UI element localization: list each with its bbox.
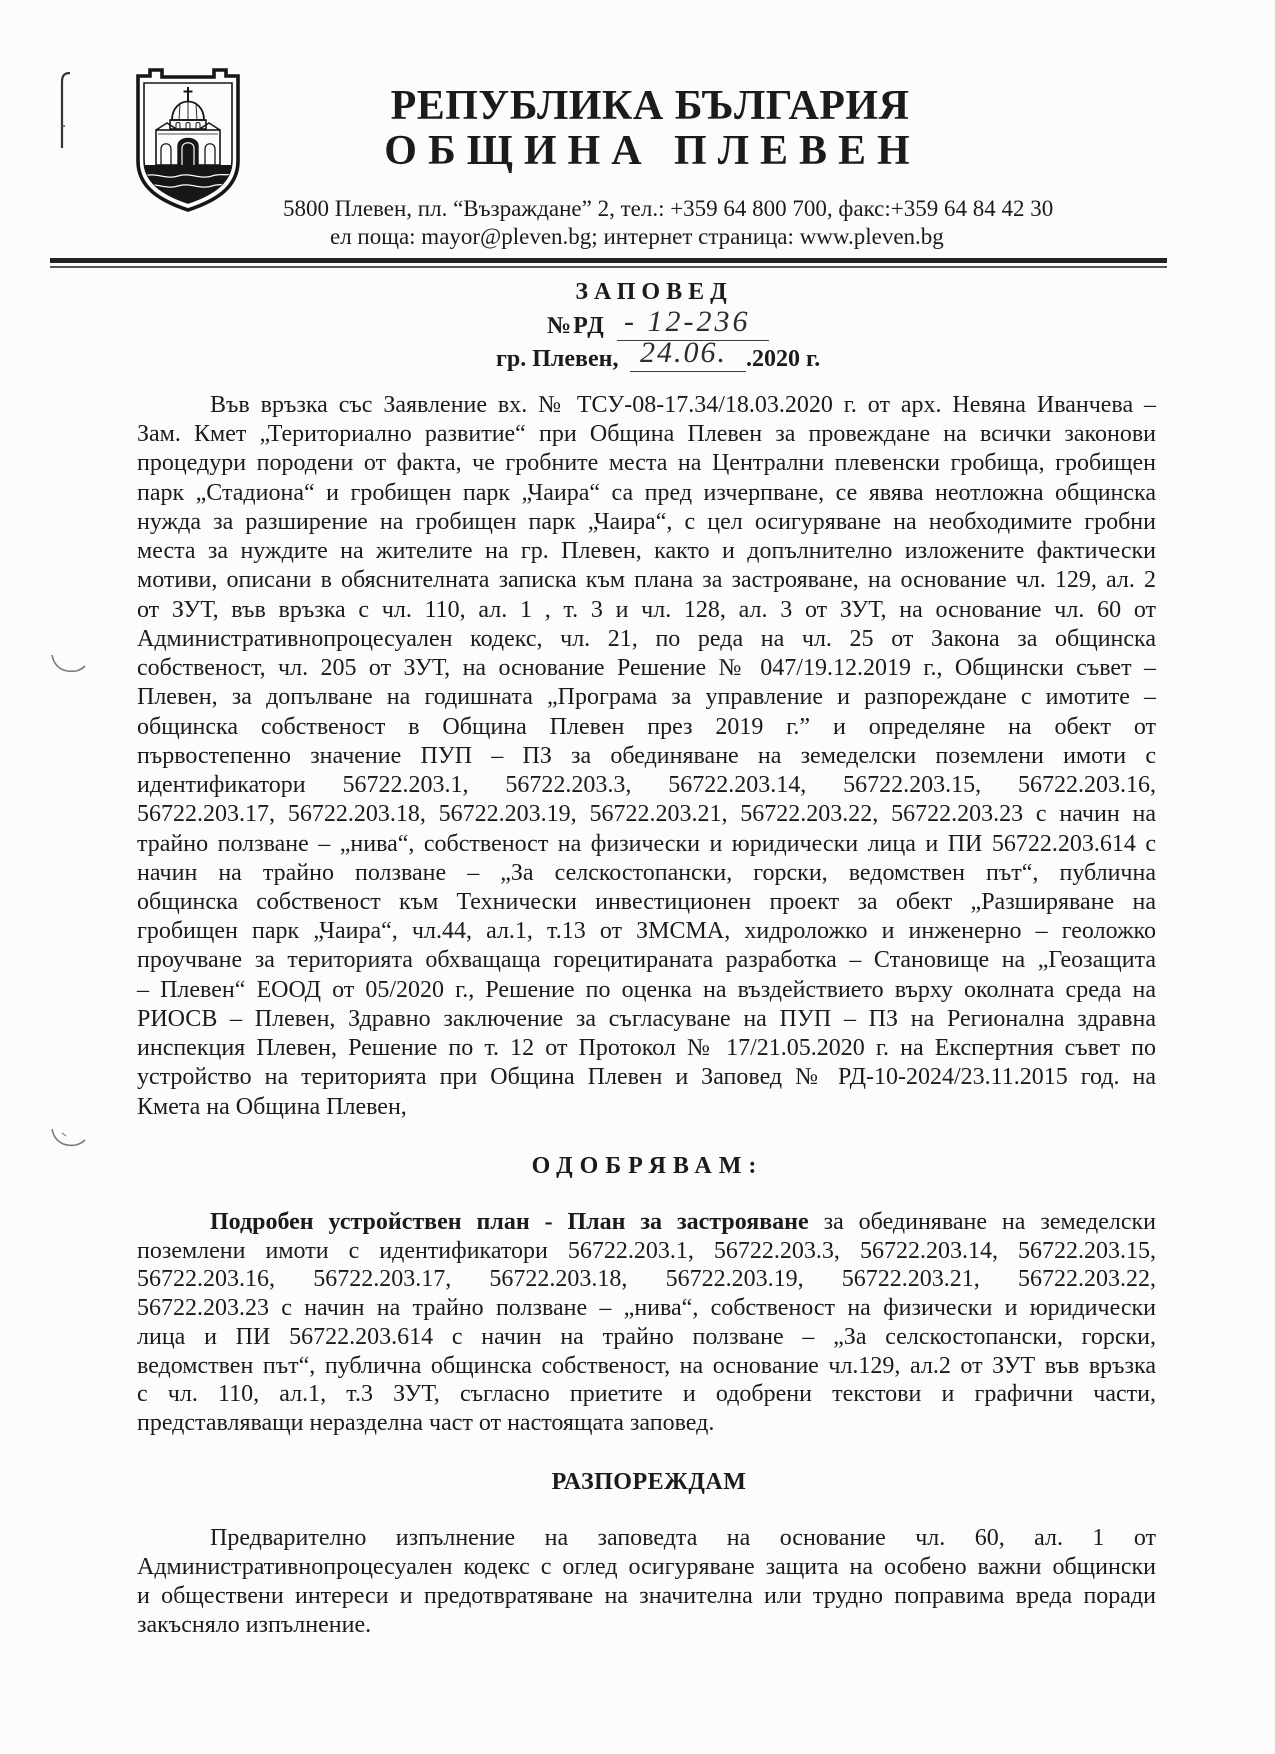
coat-of-arms-icon bbox=[132, 68, 244, 212]
approval-line: 56722.203.23 с начин на трайно ползване – „нива“, собственост на физически и юридически bbox=[137, 1295, 1156, 1322]
approval-line: поземлени имоти с идентификатори 56722.203.1, 56722.203.3, 56722.203.14, 56722.203.15, bbox=[137, 1237, 1156, 1264]
place-label: гр. Плевен, bbox=[496, 346, 619, 372]
approval-line bbox=[137, 1208, 1156, 1237]
preamble-line: Зам. Кмет „Териториално развитие“ при Община Плевен за провеждане на всички законови bbox=[137, 421, 1156, 448]
preamble-line: 56722.203.17, 56722.203.18, 56722.203.19, 56722.203.21, 56722.203.22, 56722.203.23 с начин на bbox=[137, 801, 1156, 828]
approval-line: лица и ПИ 56722.203.614 с начин на трайно ползване – „За селскостопански, горски, bbox=[137, 1323, 1156, 1350]
contact-line: ел поща: mayor@pleven.bg; интернет страница: www.pleven.bg bbox=[330, 224, 944, 249]
preamble-line: общинска собственост в Община Плевен през 2019 г.” и определяне на обект от bbox=[137, 713, 1156, 740]
preamble-line: проучване за територията обхващаща горецитираната разработка – Становище на „Геозащита bbox=[137, 947, 1156, 974]
order-title: ЗАПОВЕД bbox=[575, 279, 733, 305]
preamble-line: места за нуждите на жителите на гр. Плевен, както и допълнително изложените фактически bbox=[137, 538, 1156, 565]
approval-plan-title: Подробен устройствен план - План за застрояване bbox=[210, 1209, 809, 1235]
preamble-line: собственост, чл. 205 от ЗУТ, на основание Решение № 047/19.12.2019 г., Общински съвет – bbox=[137, 655, 1156, 682]
preamble-line: РИОСВ – Плевен, Здравно заключение за съгласуване на ПУП – ПЗ на Регионална здравна bbox=[137, 1005, 1156, 1032]
preamble-line: Плевен, за допълване на годишната „Програма за управление и разпореждане с имотите – bbox=[137, 684, 1156, 711]
header-divider-thick bbox=[50, 258, 1167, 263]
preamble-line: процедури породени от факта, че гробните места на Централни плевенски гробища, гробищен bbox=[137, 450, 1156, 477]
approval-paragraph bbox=[137, 1208, 1156, 1438]
date-year: .2020 г. bbox=[746, 346, 821, 372]
header-divider-thin bbox=[50, 266, 1167, 268]
disposition-paragraph bbox=[137, 1524, 1156, 1640]
disposition-line: Предварително изпълнение на заповедта на основание чл. 60, ал. 1 от bbox=[210, 1525, 1156, 1551]
preamble-line: устройство на територията при Община Плевен и Заповед № РД-10-2024/23.11.2015 год. на bbox=[137, 1064, 1156, 1091]
preamble-line: Кмета на Община Плевен, bbox=[137, 1093, 407, 1120]
punch-hole-mark bbox=[46, 1124, 90, 1154]
punch-hole-mark bbox=[46, 650, 90, 680]
preamble-line: нужда за разширение на гробищен парк „Чаира“, с цел осигуряване на необходимите гробни bbox=[137, 508, 1156, 535]
preamble-line: общинска собственост към Технически инвестиционен проект за обект „Разширяване на bbox=[137, 888, 1156, 915]
chapel-building bbox=[156, 87, 220, 165]
preamble-line: парк „Стадиона“ и гробищен парк „Чаира“ са пред изчерпване, се явява неотложна общинска bbox=[137, 479, 1156, 506]
approve-heading: ОДОБРЯВАМ: bbox=[531, 1153, 764, 1179]
disposition-line: и обществени интереси и предотвратяване на значителна или трудно поправима вреда поради bbox=[137, 1583, 1156, 1609]
approval-line: представляващи неразделна част от настоящата заповед. bbox=[137, 1409, 715, 1436]
disposition-line: закъсняло изпълнение. bbox=[137, 1612, 372, 1638]
order-number-label: №РД bbox=[547, 313, 606, 339]
preamble-line: Във връзка със Заявление вх. № ТСУ-08-17.34/18.03.2020 г. от арх. Невяна Иванчева – bbox=[210, 392, 1156, 418]
dispose-heading: РАЗПОРЕЖДАМ bbox=[551, 1469, 747, 1495]
preamble-line: инспекция Плевен, Решение по т. 12 от Протокол № 17/21.05.2020 г. на Експертния съвет по bbox=[137, 1035, 1156, 1062]
preamble-line: първостепенно значение ПУП – ПЗ за обединяване на земеделски поземлени имоти с bbox=[137, 742, 1156, 769]
preamble-line: мотиви, описани в обяснителната записка към плана за застрояване, на основание чл. 129, ал. 2 bbox=[137, 567, 1156, 594]
preamble-line: от ЗУТ, във връзка с чл. 110, ал. 1 , т. 3 и чл. 128, ал. 3 от ЗУТ, на основание чл. 60 от bbox=[137, 596, 1156, 623]
approval-line: 56722.203.16, 56722.203.17, 56722.203.18, 56722.203.19, 56722.203.21, 56722.203.22, bbox=[137, 1266, 1156, 1293]
preamble-line: – Плевен“ ЕООД от 05/2020 г., Решение по оценка на въздействието върху околната среда на bbox=[137, 976, 1156, 1003]
preamble-line: начин на трайно ползване – „За селскостопански, горски, ведомствен път“, публична bbox=[137, 859, 1156, 886]
preamble-line: трайно ползване – „нива“, собственост на физически и юридически лица и ПИ 56722.203.614 с bbox=[137, 830, 1156, 857]
staple-mark bbox=[52, 68, 82, 152]
date-underline bbox=[630, 371, 746, 372]
disposition-line: Административнопроцесуален кодекс с оглед осигуряване защита на особено важни общински bbox=[137, 1554, 1156, 1580]
approval-line: с чл. 110, ал.1, т.3 ЗУТ, съгласно приетите и одобрени текстови и графични части, bbox=[137, 1381, 1156, 1408]
preamble-line: гробищен парк „Чаира“, чл.44, ал.1, т.13 от ЗМСМА, хидроложко и инженерно – геоложко bbox=[137, 918, 1156, 945]
preamble-paragraph bbox=[137, 391, 1156, 1122]
preamble-line: идентификатори 56722.203.1, 56722.203.3, 56722.203.14, 56722.203.15, 56722.203.16, bbox=[137, 772, 1156, 799]
approval-line-text: за обединяване на земеделски bbox=[823, 1209, 1157, 1235]
order-number-handwritten: - 12-236 bbox=[624, 305, 751, 338]
approval-line: ведомствен път“, публична общинска собственост, на основание чл.129, ал.2 от ЗУТ във връзка bbox=[137, 1352, 1156, 1379]
country-title: РЕПУБЛИКА БЪЛГАРИЯ bbox=[390, 83, 910, 129]
municipality-title: ОБЩИНА ПЛЕВЕН bbox=[384, 128, 921, 174]
address-line: 5800 Плевен, пл. “Възраждане” 2, тел.: +359 64 800 700, факс:+359 64 84 42 30 bbox=[283, 196, 1054, 221]
preamble-line: Административнопроцесуален кодекс, чл. 21, по реда на чл. 25 от Закона за общинска bbox=[137, 625, 1156, 652]
date-handwritten: 24.06. bbox=[640, 336, 727, 369]
